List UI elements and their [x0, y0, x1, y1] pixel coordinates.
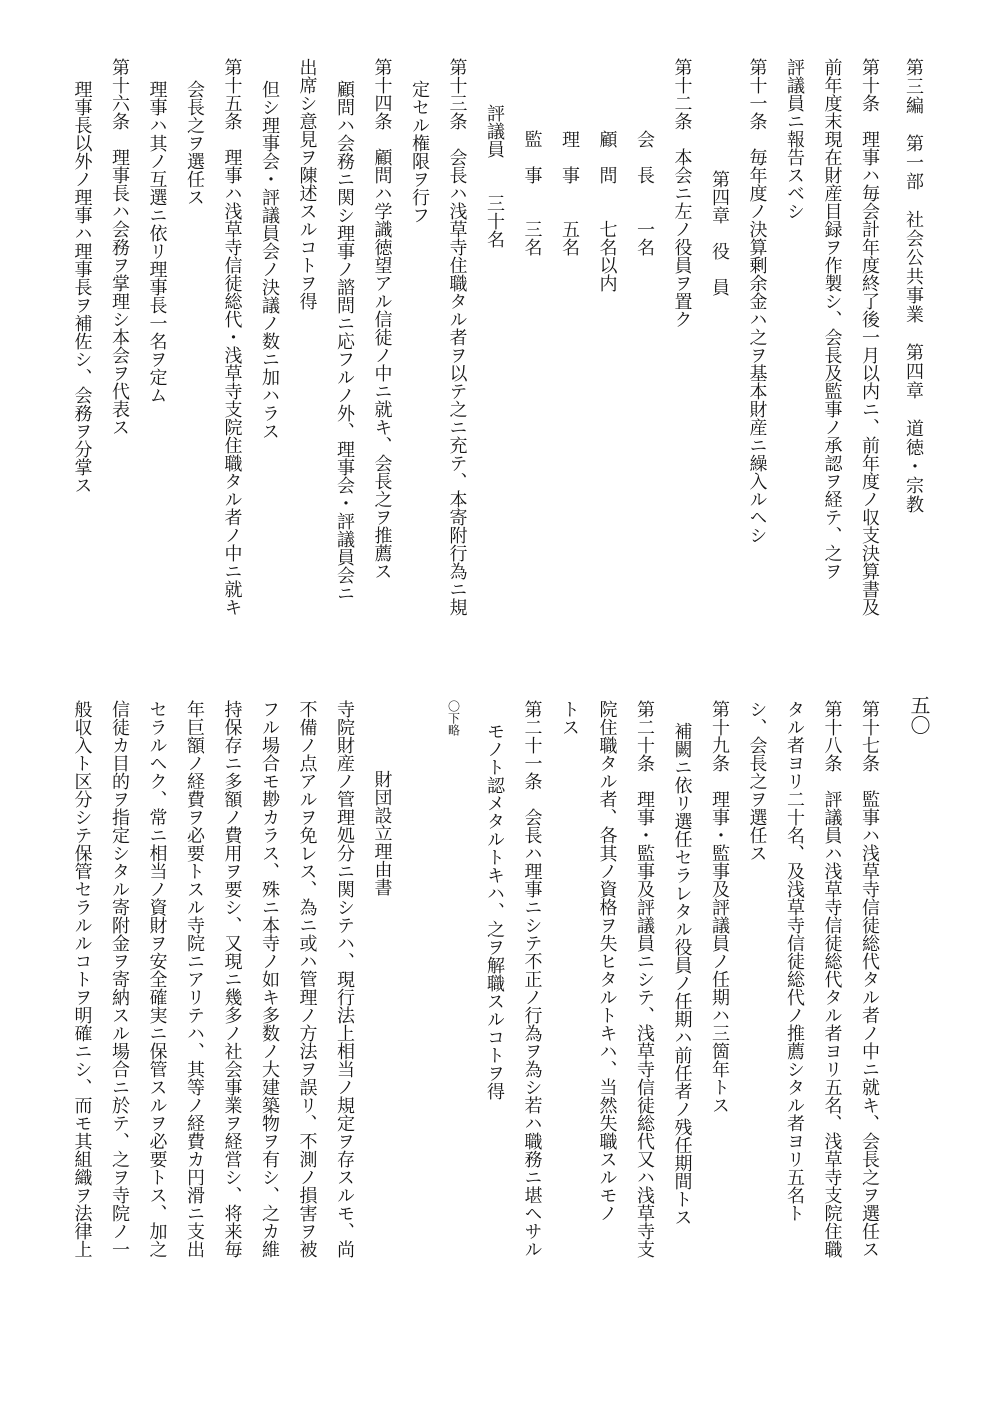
text-column: 第十六条 理事長ハ会務ヲ掌理シ本会ヲ代表ス	[109, 58, 130, 436]
text-column: 第二十条 理事・監事及評議員ニシテ、浅草寺信徒総代又ハ浅草寺支	[634, 700, 655, 1258]
running-header: 第三編 第一部 社会公共事業 第四章 道徳・宗教	[903, 58, 924, 514]
text-column: 理 事 五名	[559, 130, 580, 256]
text-column: 会長之ヲ選任ス	[184, 80, 205, 206]
text-column: 〇下略	[446, 700, 461, 736]
text-column: タル者ヨリ二十名、及浅草寺信徒総代ノ推薦シタル者ヨリ五名ト	[784, 700, 805, 1222]
text-column: フル場合モ尠カラス、殊ニ本寺ノ如キ多数ノ大建築物ヲ有シ、之カ維	[259, 700, 280, 1258]
text-column: 寺院財産ノ管理処分ニ関シテハ、現行法上相当ノ規定ヲ存スルモ、尚	[334, 700, 355, 1258]
text-column: 信徒カ目的ヲ指定シタル寄附金ヲ寄納スル場合ニ於テ、之ヲ寺院ノ一	[109, 700, 130, 1258]
text-column: 第十五条 理事ハ浅草寺信徒総代・浅草寺支院住職タル者ノ中ニ就キ	[221, 58, 243, 616]
text-column: セラルヘク、常ニ相当ノ資財ヲ安全確実ニ保管スルヲ必要トス、加之	[146, 700, 168, 1258]
page-number: 五〇	[907, 695, 931, 735]
text-column: 評議員 三十名	[484, 104, 505, 248]
text-column: 第十八条 評議員ハ浅草寺信徒総代タル者ヨリ五名、浅草寺支院住職	[821, 700, 843, 1258]
text-column: 理事長以外ノ理事ハ理事長ヲ補佐シ、会務ヲ分掌ス	[71, 80, 93, 494]
text-column: 第十条 理事ハ毎会計年度終了後一月以内ニ、前年度ノ収支決算書及	[859, 58, 880, 616]
text-column: 但シ理事会・評議員会ノ決議ノ数ニ加ハラス	[259, 80, 280, 440]
text-column: 第四章 役 員	[709, 170, 730, 296]
text-column: 第十二条 本会ニ左ノ役員ヲ置ク	[671, 58, 693, 328]
text-column: 前年度末現在財産目録ヲ作製シ、会長及監事ノ承認ヲ経テ、之ヲ	[821, 58, 843, 580]
text-column: 年巨額ノ経費ヲ必要トスル寺院ニアリテハ、其等ノ経費カ円滑ニ支出	[184, 700, 205, 1258]
text-column: 財団設立理由書	[371, 770, 393, 896]
text-column: 第十九条 理事・監事及評議員ノ任期ハ三箇年トス	[709, 700, 730, 1114]
text-column: シ、会長之ヲ選任ス	[746, 700, 768, 862]
text-column: 理事ハ其ノ互選ニ依リ理事長一名ヲ定ム	[146, 80, 168, 404]
text-column: 定セル権限ヲ行フ	[409, 80, 430, 224]
text-column: 顧 問 七名以内	[596, 130, 618, 292]
text-column: モノト認メタルトキハ、之ヲ解職スルコトヲ得	[484, 722, 505, 1100]
text-column: 監 事 三名	[521, 130, 543, 256]
text-column: 出席シ意見ヲ陳述スルコトヲ得	[296, 58, 318, 310]
text-column: 第十三条 会長ハ浅草寺住職タル者ヲ以テ之ニ充テ、本寄附行為ニ規	[446, 58, 468, 616]
text-column: トス	[559, 700, 580, 736]
text-column: 般収入ト区分シテ保管セラルルコトヲ明確ニシ、而モ其組織ヲ法律上	[71, 700, 93, 1258]
text-column: 不備ノ点アルヲ免レス、為ニ或ハ管理ノ方法ヲ誤リ、不測ノ損害ヲ被	[296, 700, 318, 1258]
text-column: 第十四条 顧問ハ学識徳望アル信徒ノ中ニ就キ、会長之ヲ推薦ス	[371, 58, 393, 580]
text-column: 評議員ニ報告スベシ	[784, 58, 805, 220]
text-column: 顧問ハ会務ニ関シ理事ノ諮問ニ応フルノ外、理事会・評議員会ニ	[334, 80, 355, 602]
text-column: 第二十一条 会長ハ理事ニシテ不正ノ行為ヲ為シ若ハ職務ニ堪ヘサル	[521, 700, 543, 1258]
text-column: 第十七条 監事ハ浅草寺信徒総代タル者ノ中ニ就キ、会長之ヲ選任ス	[859, 700, 880, 1258]
text-column: 補闕ニ依リ選任セラレタル役員ノ任期ハ前任者ノ残任期間トス	[671, 722, 693, 1226]
text-column: 第十一条 毎年度ノ決算剰余金ハ之ヲ基本財産ニ繰入ルヘシ	[746, 58, 768, 544]
text-column: 院住職タル者、各其ノ資格ヲ失ヒタルトキハ、当然失職スルモノ	[596, 700, 618, 1222]
text-column: 持保存ニ多額ノ費用ヲ要シ、又現ニ幾多ノ社会事業ヲ経営シ、将来毎	[221, 700, 243, 1258]
text-column: 会 長 一名	[634, 130, 655, 256]
